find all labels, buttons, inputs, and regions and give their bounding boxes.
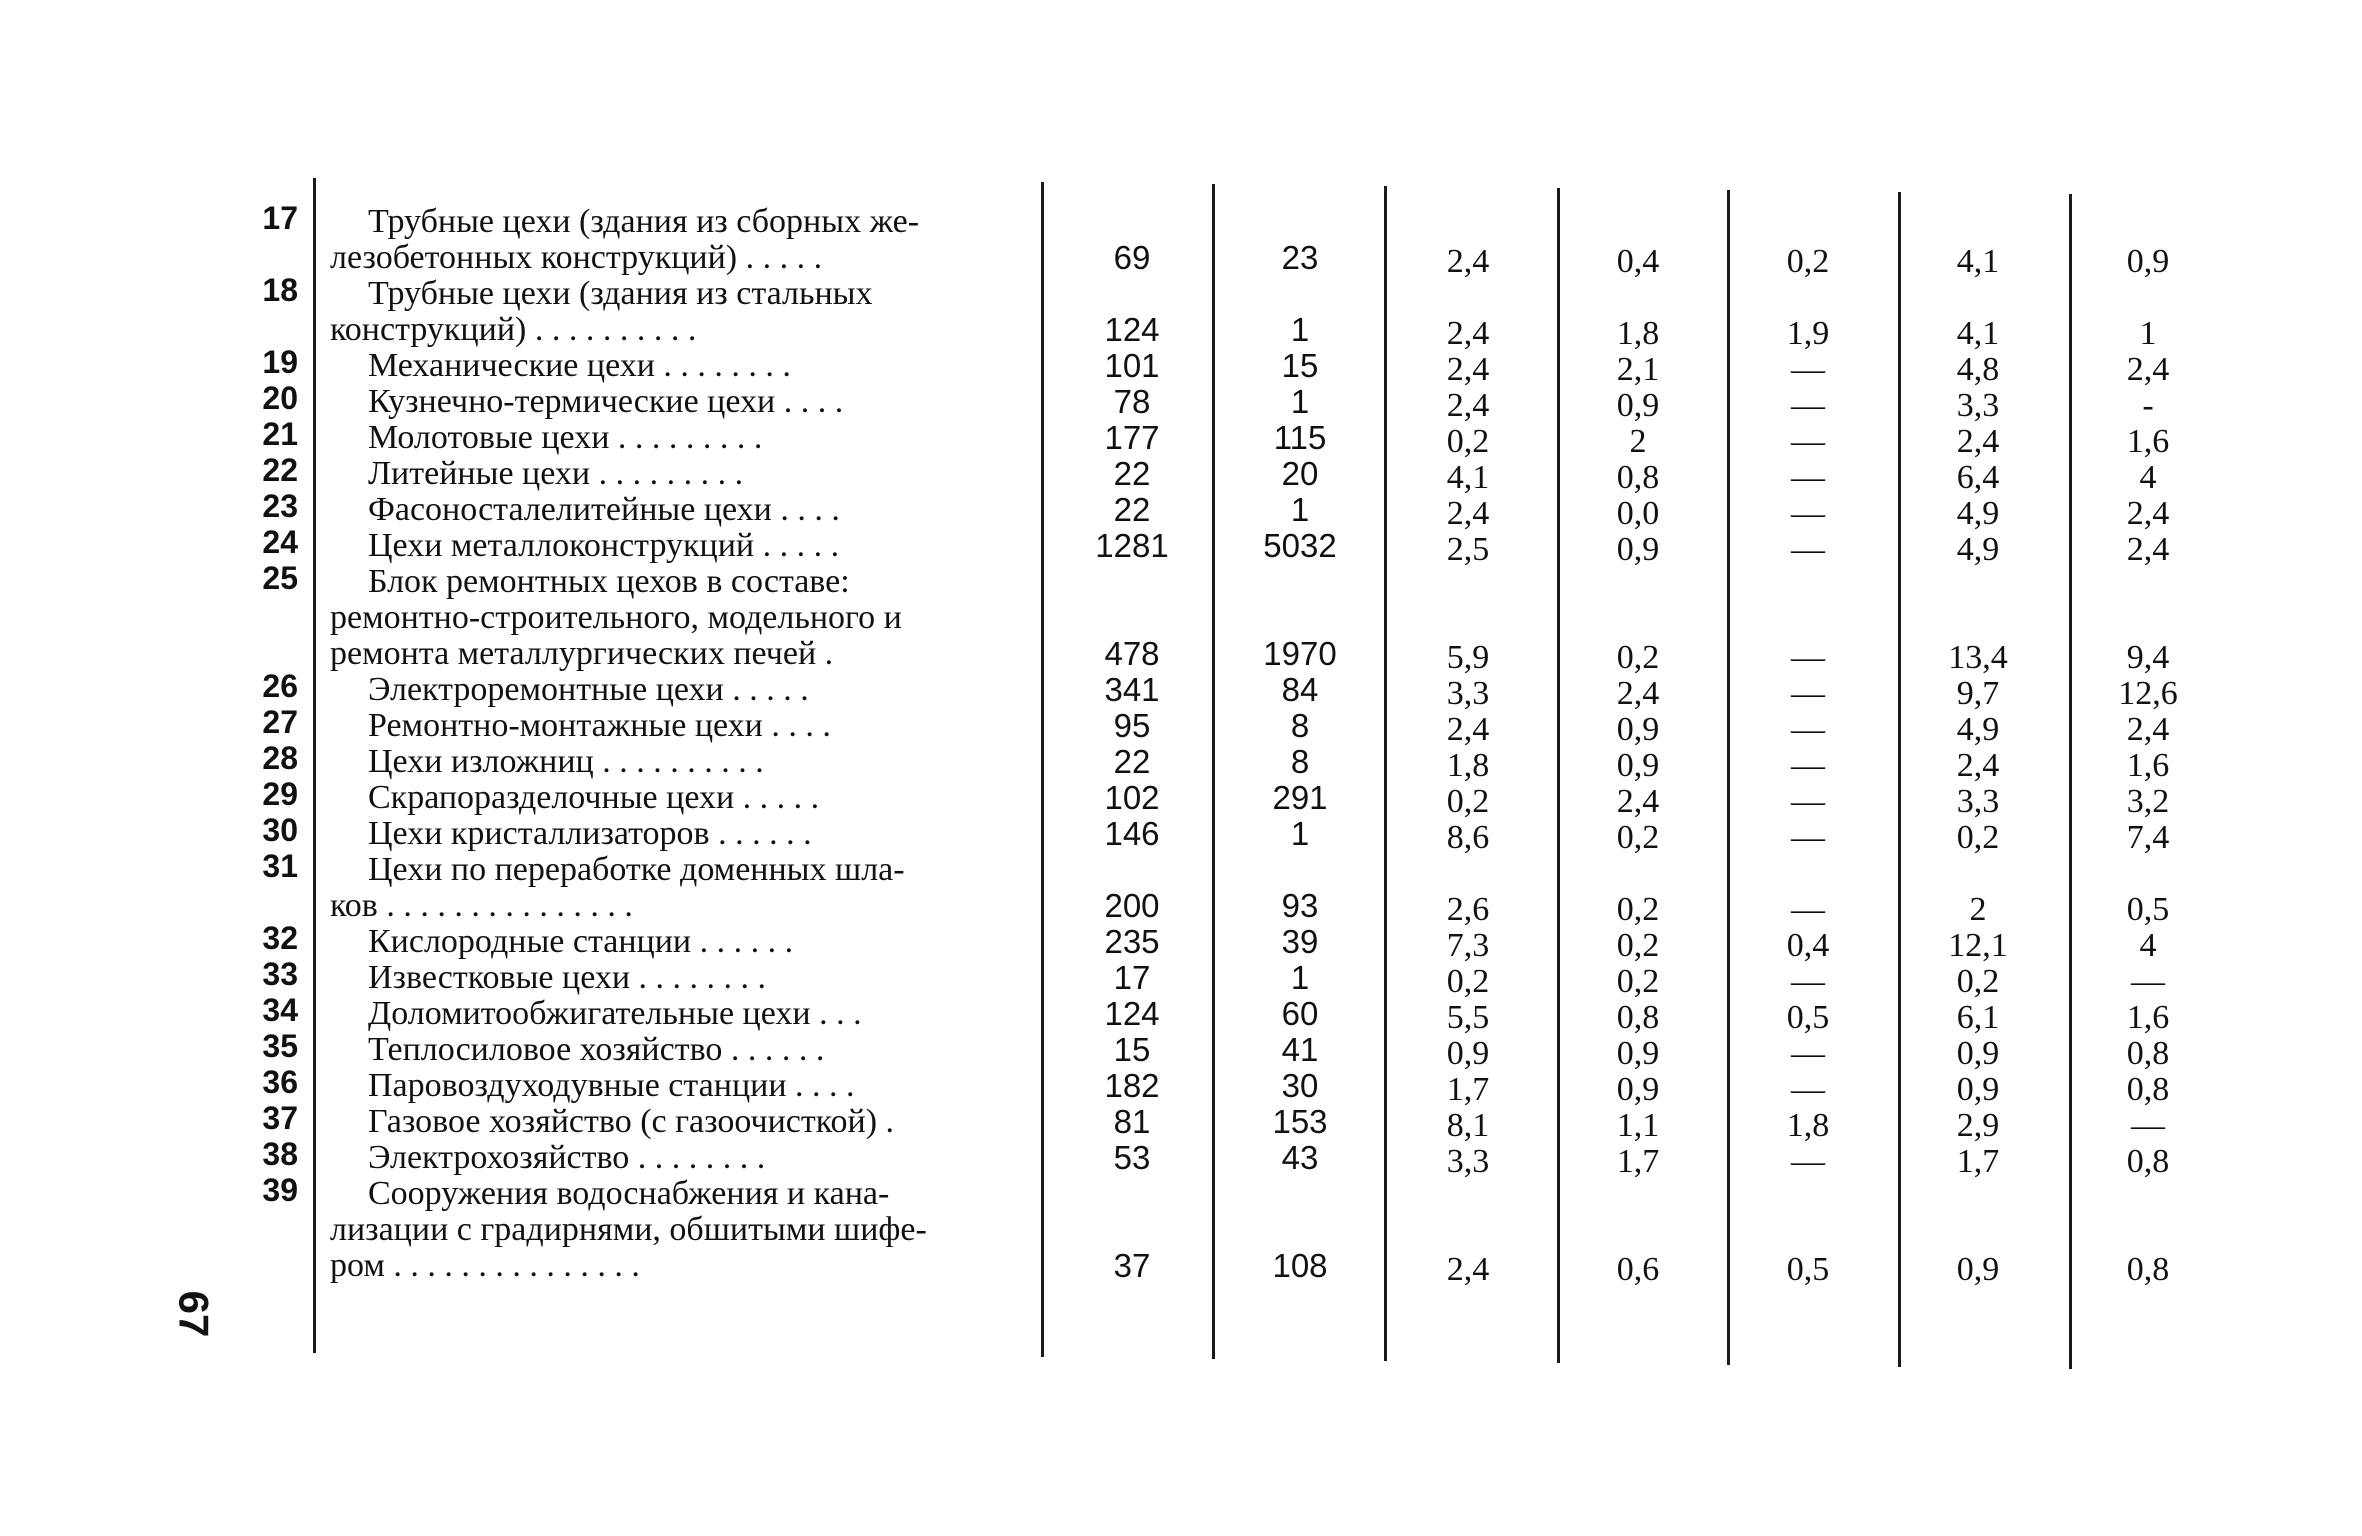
table-cell: — — [1791, 387, 1825, 424]
table-cell: 22 — [1113, 491, 1151, 528]
table-cell: 0,5 — [2126, 891, 2170, 928]
table-cell: 8,6 — [1446, 819, 1490, 856]
row-label: Кислородные станции . . . . . . — [368, 924, 794, 960]
row-label: конструкций) . . . . . . . . . . — [330, 312, 697, 348]
table-cell: 124 — [1104, 311, 1160, 348]
table-cell: 3,3 — [1956, 387, 2000, 424]
table-cell: 153 — [1272, 1103, 1328, 1140]
table-cell: 41 — [1281, 1031, 1319, 1068]
row-number: 38 — [262, 1136, 298, 1172]
column-rule-2 — [1212, 184, 1215, 1359]
table-cell: 2,4 — [2126, 711, 2170, 748]
row-number: 18 — [262, 272, 298, 308]
table-cell: 0,2 — [1616, 639, 1660, 676]
table-cell: 0,2 — [1956, 963, 2000, 1000]
table-cell: 235 — [1104, 923, 1160, 960]
table-cell: — — [1791, 1071, 1825, 1108]
row-number: 22 — [262, 452, 298, 488]
table-cell: 0,9 — [1956, 1071, 2000, 1108]
table-cell: — — [2131, 963, 2165, 1000]
table-cell: 0,8 — [2126, 1035, 2170, 1072]
table-cell: 4 — [2139, 927, 2157, 964]
table-cell: 146 — [1104, 815, 1160, 852]
table-cell: 4,1 — [1956, 243, 2000, 280]
table-cell: 1,7 — [1956, 1143, 2000, 1180]
table-cell: 0,2 — [1616, 819, 1660, 856]
row-label: лезобетонных конструкций) . . . . . — [330, 240, 823, 276]
table-cell: 1 — [1290, 959, 1310, 996]
column-rule-3 — [1384, 186, 1387, 1361]
row-label: ремонта металлургических печей . — [330, 636, 834, 672]
table-cell: 0,9 — [1956, 1251, 2000, 1288]
table-cell: 2,4 — [1446, 243, 1490, 280]
table-cell: 108 — [1272, 1247, 1328, 1284]
table-cell: 1,7 — [1446, 1071, 1490, 1108]
row-label: Цехи кристаллизаторов . . . . . . — [368, 816, 812, 852]
table-cell: 95 — [1113, 707, 1151, 744]
table-cell: 2,4 — [1446, 711, 1490, 748]
table-cell: 0,5 — [1786, 1251, 1830, 1288]
table-cell: 22 — [1113, 743, 1151, 780]
table-cell: 101 — [1104, 347, 1160, 384]
table-cell: 2 — [1969, 891, 1987, 928]
row-label: Электроремонтные цехи . . . . . — [368, 672, 809, 708]
table-cell: 2,4 — [1616, 675, 1660, 712]
table-cell: 3,3 — [1956, 783, 2000, 820]
row-number: 28 — [262, 740, 298, 776]
table-cell: — — [1791, 675, 1825, 712]
table-cell: 1,6 — [2126, 747, 2170, 784]
table-cell: — — [1791, 459, 1825, 496]
table-cell: — — [1791, 963, 1825, 1000]
table-cell: — — [1791, 351, 1825, 388]
table-cell: — — [1791, 639, 1825, 676]
column-rule-5 — [1727, 190, 1730, 1365]
table-cell: 0,9 — [1616, 387, 1660, 424]
table-cell: 0,4 — [1616, 243, 1660, 280]
table-cell: 12,1 — [1948, 927, 2008, 964]
table-cell: 9,7 — [1956, 675, 2000, 712]
table-cell: — — [1791, 819, 1825, 856]
table-cell: 1281 — [1095, 527, 1169, 564]
row-number: 25 — [262, 560, 298, 596]
table-cell: 478 — [1104, 635, 1160, 672]
column-rule-4 — [1557, 188, 1560, 1363]
table-cell: 0,0 — [1616, 495, 1660, 532]
table-cell: 2,4 — [1446, 1251, 1490, 1288]
table-cell: 6,1 — [1956, 999, 2000, 1036]
table-cell: 4,1 — [1446, 459, 1490, 496]
table-cell: 22 — [1113, 455, 1151, 492]
table-cell: 0,2 — [1446, 423, 1490, 460]
table-cell: 2,4 — [2126, 531, 2170, 568]
table-cell: 0,9 — [1616, 1071, 1660, 1108]
table-cell: 1,8 — [1446, 747, 1490, 784]
row-label: ром . . . . . . . . . . . . . . . — [330, 1248, 640, 1284]
row-number: 32 — [262, 920, 298, 956]
table-cell: 2,4 — [1616, 783, 1660, 820]
table-cell: 0,2 — [1616, 891, 1660, 928]
row-number: 37 — [262, 1100, 298, 1136]
column-rule-left — [313, 178, 316, 1353]
table-cell: - — [2142, 387, 2154, 424]
table-cell: 0,2 — [1786, 243, 1830, 280]
row-label: Теплосиловое хозяйство . . . . . . — [368, 1032, 825, 1068]
table-cell: 81 — [1113, 1103, 1151, 1140]
table-cell: 2,4 — [1956, 747, 2000, 784]
row-label: Ремонтно-монтажные цехи . . . . — [368, 708, 831, 744]
table-cell: — — [1791, 423, 1825, 460]
table-cell: 53 — [1113, 1139, 1151, 1176]
row-label: Блок ремонтных цехов в составе: — [368, 564, 850, 600]
row-label: ков . . . . . . . . . . . . . . . — [330, 888, 633, 924]
table-cell: 5032 — [1263, 527, 1337, 564]
row-label: Сооружения водоснабжения и кана- — [368, 1176, 890, 1212]
table-cell: 2,9 — [1956, 1107, 2000, 1144]
table-cell: 1 — [1290, 815, 1310, 852]
table-cell: 39 — [1281, 923, 1319, 960]
table-cell: 13,4 — [1948, 639, 2008, 676]
table-cell: — — [1791, 747, 1825, 784]
table-cell: 291 — [1272, 779, 1328, 816]
table-cell: 1 — [1290, 491, 1310, 528]
table-cell: 0,5 — [1786, 999, 1830, 1036]
table-cell: 200 — [1104, 887, 1160, 924]
row-number: 20 — [262, 380, 298, 416]
table-cell: — — [2131, 1107, 2165, 1144]
row-label: Цехи металлоконструкций . . . . . — [368, 528, 840, 564]
table-cell: 30 — [1281, 1067, 1319, 1104]
table-cell: 4,8 — [1956, 351, 2000, 388]
row-label: лизации с градирнями, обшитыми шифе- — [330, 1212, 927, 1248]
table-cell: 1,9 — [1786, 315, 1830, 352]
table-cell: 2,4 — [2126, 495, 2170, 532]
table-cell: 37 — [1113, 1247, 1151, 1284]
table-cell: 1970 — [1263, 635, 1337, 672]
row-number: 34 — [262, 992, 298, 1028]
row-number: 26 — [262, 668, 298, 704]
table-cell: 1,1 — [1616, 1107, 1660, 1144]
table-cell: 0,6 — [1616, 1251, 1660, 1288]
table-cell: 0,9 — [1616, 747, 1660, 784]
table-cell: 0,9 — [1956, 1035, 2000, 1072]
row-number: 35 — [262, 1028, 298, 1064]
table-cell: 2,5 — [1446, 531, 1490, 568]
table-cell: 5,9 — [1446, 639, 1490, 676]
row-number: 29 — [262, 776, 298, 812]
table-cell: 3,3 — [1446, 1143, 1490, 1180]
row-number: 31 — [262, 848, 298, 884]
table-cell: 1,6 — [2126, 423, 2170, 460]
table-cell: 0,9 — [1616, 1035, 1660, 1072]
row-number: 36 — [262, 1064, 298, 1100]
table-cell: — — [1791, 1035, 1825, 1072]
table-cell: 2 — [1629, 423, 1647, 460]
row-label: Трубные цехи (здания из стальных — [368, 276, 873, 312]
table-cell: — — [1791, 1143, 1825, 1180]
table-cell: 0,2 — [1446, 783, 1490, 820]
row-number: 24 — [262, 524, 298, 560]
table-cell: 4,9 — [1956, 495, 2000, 532]
table-cell: 4,1 — [1956, 315, 2000, 352]
table-cell: 2,6 — [1446, 891, 1490, 928]
table-cell: 15 — [1113, 1031, 1151, 1068]
row-label: Литейные цехи . . . . . . . . . — [368, 456, 744, 492]
column-rule-7 — [2069, 194, 2072, 1369]
table-cell: 84 — [1281, 671, 1319, 708]
table-cell: — — [1791, 711, 1825, 748]
table-cell: 8 — [1290, 743, 1310, 780]
table-cell: 0,9 — [1616, 531, 1660, 568]
row-label: Кузнечно-термические цехи . . . . — [368, 384, 844, 420]
table-cell: 12,6 — [2118, 675, 2178, 712]
table-cell: 2,4 — [2126, 351, 2170, 388]
row-label: Паровоздуходувные станции . . . . — [368, 1068, 855, 1104]
row-number: 19 — [262, 344, 298, 380]
table-cell: 9,4 — [2126, 639, 2170, 676]
row-label: Фасоносталелитейные цехи . . . . — [368, 492, 840, 528]
column-rule-6 — [1898, 192, 1901, 1367]
table-cell: 1,8 — [1616, 315, 1660, 352]
table-cell: 0,2 — [1956, 819, 2000, 856]
table-cell: 1 — [1290, 383, 1310, 420]
table-cell: 341 — [1104, 671, 1160, 708]
row-number: 23 — [262, 488, 298, 524]
row-number: 30 — [262, 812, 298, 848]
table-cell: 5,5 — [1446, 999, 1490, 1036]
row-label: Молотовые цехи . . . . . . . . . — [368, 420, 763, 456]
table-cell: 23 — [1281, 239, 1319, 276]
table-cell: 6,4 — [1956, 459, 2000, 496]
table-cell: 20 — [1281, 455, 1319, 492]
table-cell: 1 — [2139, 315, 2157, 352]
page-number: 67 — [170, 1290, 218, 1338]
row-label: Скрапоразделочные цехи . . . . . — [368, 780, 820, 816]
table-cell: 69 — [1113, 239, 1151, 276]
row-label: Газовое хозяйство (с газоочисткой) . — [368, 1104, 895, 1140]
table-cell: 182 — [1104, 1067, 1160, 1104]
table-cell: 93 — [1281, 887, 1319, 924]
table-cell: 7,4 — [2126, 819, 2170, 856]
row-label: Электрохозяйство . . . . . . . . — [368, 1140, 766, 1176]
row-label: Механические цехи . . . . . . . . — [368, 348, 791, 384]
table-cell: 2,4 — [1956, 423, 2000, 460]
table-cell: 4,9 — [1956, 531, 2000, 568]
table-cell: 3,2 — [2126, 783, 2170, 820]
table-cell: 0,8 — [2126, 1071, 2170, 1108]
table-cell: 1,8 — [1786, 1107, 1830, 1144]
table-cell: 17 — [1113, 959, 1151, 996]
table-cell: 0,9 — [1446, 1035, 1490, 1072]
table-cell: 124 — [1104, 995, 1160, 1032]
row-label: Цехи изложниц . . . . . . . . . . — [368, 744, 764, 780]
row-label: Трубные цехи (здания из сборных же- — [368, 204, 920, 240]
table-cell: 43 — [1281, 1139, 1319, 1176]
table-cell: — — [1791, 531, 1825, 568]
row-number: 17 — [262, 200, 298, 236]
row-label: ремонтно-строительного, модельного и — [330, 600, 902, 636]
table-cell: 177 — [1104, 419, 1160, 456]
row-label: Известковые цехи . . . . . . . . — [368, 960, 767, 996]
table-cell: 1 — [1290, 311, 1310, 348]
table-cell: 15 — [1281, 347, 1319, 384]
row-number: 21 — [262, 416, 298, 452]
row-number: 33 — [262, 956, 298, 992]
row-label: Цехи по переработке доменных шла- — [368, 852, 905, 888]
row-number: 27 — [262, 704, 298, 740]
table-cell: 0,9 — [2126, 243, 2170, 280]
table-cell: 0,2 — [1616, 963, 1660, 1000]
table-cell: — — [1791, 495, 1825, 532]
table-cell: 0,2 — [1616, 927, 1660, 964]
table-cell: 2,4 — [1446, 495, 1490, 532]
table-cell: 0,9 — [1616, 711, 1660, 748]
table-cell: 0,8 — [1616, 459, 1660, 496]
table-cell: 4,9 — [1956, 711, 2000, 748]
table-cell: 2,4 — [1446, 387, 1490, 424]
table-cell: — — [1791, 891, 1825, 928]
table-cell: 0,2 — [1446, 963, 1490, 1000]
table-cell: 2,1 — [1616, 351, 1660, 388]
table-cell: 8 — [1290, 707, 1310, 744]
table-cell: 1,6 — [2126, 999, 2170, 1036]
table-cell: 3,3 — [1446, 675, 1490, 712]
table-cell: 2,4 — [1446, 351, 1490, 388]
table-cell: 8,1 — [1446, 1107, 1490, 1144]
column-rule-1 — [1041, 182, 1044, 1357]
row-number: 39 — [262, 1172, 298, 1208]
table-cell: 7,3 — [1446, 927, 1490, 964]
table-cell: 0,8 — [2126, 1143, 2170, 1180]
table-cell: — — [1791, 783, 1825, 820]
table-cell: 4 — [2139, 459, 2157, 496]
table-cell: 1,7 — [1616, 1143, 1660, 1180]
row-label: Доломитообжигательные цехи . . . — [368, 996, 862, 1032]
table-cell: 60 — [1281, 995, 1319, 1032]
table-cell: 115 — [1273, 419, 1327, 456]
table-cell: 0,8 — [1616, 999, 1660, 1036]
table-cell: 0,4 — [1786, 927, 1830, 964]
table-cell: 0,8 — [2126, 1251, 2170, 1288]
table-cell: 2,4 — [1446, 315, 1490, 352]
table-cell: 102 — [1104, 779, 1160, 816]
table-cell: 78 — [1113, 383, 1151, 420]
